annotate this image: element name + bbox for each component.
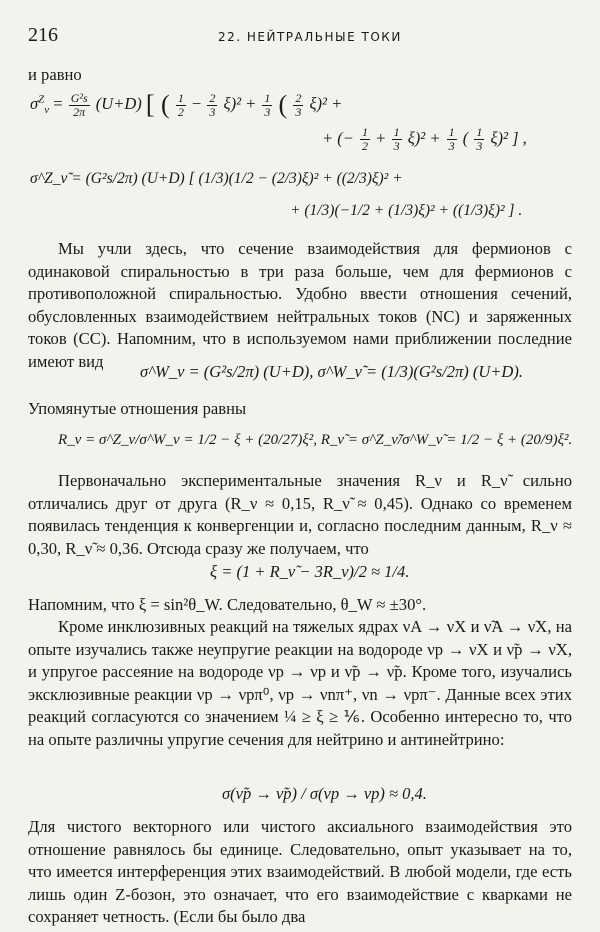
equation-sigma-z-nu-cont: + (− $\frac{1}{2}$ + $\frac{1}{3}$ ξ)² + $\frac{1}{3}$ ( $\frac{1}{3}$ ξ)² ] , <box>322 125 527 153</box>
intro-text: и равно <box>28 65 82 84</box>
equation-sigma-z-nubar-cont: + (1/3)(−1/2 + (1/3)ξ)² + ((1/3)ξ)² ] . <box>290 202 523 219</box>
paragraph-3: Первоначально экспериментальные значения R_ν и R_ν̃ сильно отличались друг от друга (R_ν ≈ 0,15, R_ν̃ ≈ 0,45). Однако со временем появилась тенденция к конвергенции и, согласно последним данным, R_ν ≈ 0,30, R_ν̃ ≈ 0,36. Отсюда сразу же получаем, что <box>28 471 572 558</box>
page-header <box>28 24 572 48</box>
equation-sigma-z-nu: $\sigma^Z_\nu$ = $\frac{\text{G²s}}{2\pi}$ (U+D) [ ( $\frac{1}{2}$ − $\frac{2}{3}$ ξ)² + $\frac{1}{3}$ ( $\frac{2}{3}$ ξ)² + <box>30 90 343 119</box>
paragraph-1: Мы учли здесь, что сечение взаимодействия для фермионов с одинаковой спиральностью в три раза больше, чем для фермионов с противоположной спиральностью. Удобно ввести отношения сечений, обусловленных взаимодействием нейтральных токов (NC) и заряженных токов (CC). Напомним, что в используемом нами приближении последние имеют вид <box>28 239 572 371</box>
paragraph-4: Напомним, что ξ = sin²θ_W. Следовательно, θ_W ≈ ±30°. <box>28 595 427 614</box>
paragraph-6: Для чистого векторного или чистого аксиального взаимодействия это отношение равнялось бы единице. Следовательно, опыт указывает на то, что имеется интерференция этих взаимодействий. В любой модели, где есть лишь один Z-бозон, это означает, что его взаимодействие с кварками не сохраняет четность. (Если бы было два <box>28 817 572 927</box>
paragraph-5: Кроме инклюзивных реакций на тяжелых ядрах νA → νX и ν̃A → ν̃X, на опыте изучались также неупругие реакции на водороде νp → νX и ν̃p → ν̃X, и упругое рассеяние на водороде νp → νp и ν̃p → ν̃p. Кроме того, изучались эксклюзивные реакции νp → νpπ⁰, νp → νnπ⁺, νn → νpπ⁻. Данные всех этих реакций согласуются со значением ¼ ≥ ξ ≥ ⅙. Особенно интересно то, что на опыте различны упругие сечения для нейтрино и антинейтрино: <box>28 617 572 749</box>
paragraph-2: Упомянутые отношения равны <box>28 399 247 418</box>
equation-cross-ratio: σ(ν̃p → ν̃p) / σ(νp → νp) ≈ 0,4. <box>222 784 427 803</box>
equation-sigma-w: σ^W_ν = (G²s/2π) (U+D), σ^W_ν̃ = (1/3)(G²s/2π) (U+D). <box>140 362 523 381</box>
running-title: 22. НЕЙТРАЛЬНЫЕ ТОКИ <box>218 30 402 44</box>
equation-xi: ξ = (1 + R_ν̃ − 3R_ν)/2 ≈ 1/4. <box>210 562 410 581</box>
equation-ratios: R_ν = σ^Z_ν/σ^W_ν = 1/2 − ξ + (20/27)ξ², R_ν̃ = σ^Z_ν̃/σ^W_ν̃ = 1/2 − ξ + (20/9)ξ². <box>58 432 573 448</box>
equation-sigma-z-nubar: σ^Z_ν̃ = (G²s/2π) (U+D) [ (1/3)(1/2 − (2/3)ξ)² + ((2/3)ξ)² + <box>30 170 403 187</box>
page-number: 216 <box>28 24 58 46</box>
